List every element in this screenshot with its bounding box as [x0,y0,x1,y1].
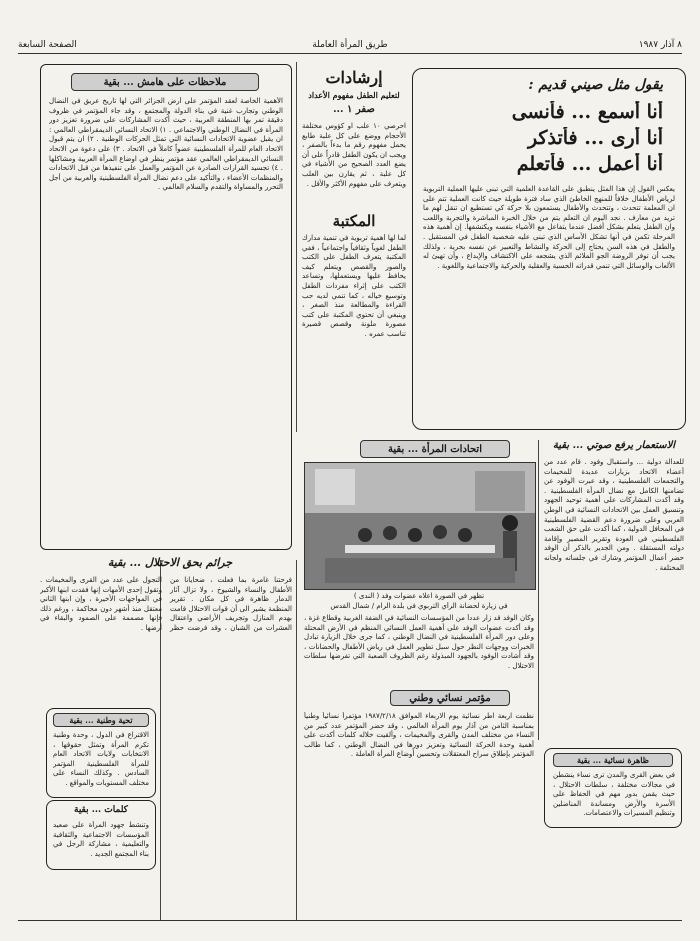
small-box-2-body: في بعض القرى والمدن ترى نساء ينشطن في مجالات مختلفة ، سلطات الاحتلال ، حيث يقمن بدور مهم في الحفاظ على الأسرة والأرض ومساندة المناضلين وتنظيم المسيرات والاعتصامات. [553,771,675,818]
small-box-1-headline: تحية وطنية ... بقية [53,713,149,727]
guidance-number-label: صفر ١ ... [333,104,375,115]
small-box-1-body: الاقتراع في الدول ، وحدة وطنية تكرم المرأة وتمثل حقوقها ، الانتخابات ولايات الاتحاد العام للمرأة الفلسطينية المؤتمر السادس . وكذلك النساء على مختلف المستويات والمواقع . [53,731,149,787]
women-conference-body: نظمت اربعة اطر نسائية يوم الاربعاء الموافق ١٩٨٧/٢/١٨ مؤتمراً نسائياً وطنياً بمناسبة الثامن من آذار يوم المرأة العالمي ، وقد حضر المؤتمر عدد كبير من النساء من مختلف المدن والقرى والمخيمات ، وألقيت خلاله كلمات أكدت على أهمية وحدة الحركة النسائية وتعزيز دورها في النضال الوطني ، كما طالب المؤتمر بإطلاق سراح المعتقلات وتحسين أوضاع المرأة العاملة . [304,712,534,759]
crimes-headline: جرائم بحق الاحتلال ... بقية [107,556,233,569]
header-rule [18,53,682,54]
small-box-2-headline: ظاهرة نسائية ... بقية [553,753,673,767]
small-box-2 [544,748,682,828]
women-unions-body: وكان الوفد قد زار عدداً من المؤسسات النسائية في الضفة الغربية وقطاع غزة ، وقد أكدت عضوات الوفد على أهمية العمل النسائي المنظم في الأرض المحتلة وعلى دور المرأة الفلسطينية في النضال الوطني ، كما جرى خلال الزيارة تبادل الخبرات ووجهات النظر حول سبل تطوير العمل في رياض الأطفال والحضانات ، وقد أشادت الوفود بالجهود المبذولة رغم الظروف الصعبة التي تفرضها سلطات الاحتلال . [304,614,534,670]
header-date: ٨ آذار ١٩٨٧ [638,40,682,50]
women-conference-headline: مؤتمر نسائي وطني [390,690,510,706]
proverb-article [412,68,686,430]
classroom-photo-illustration [305,463,535,589]
talk-headline: كلمات ... بقية [74,805,128,815]
header-page-label: الصفحة السابعة [18,40,77,50]
small-box-1 [46,708,156,798]
guidance-body: احرصي ١٠ علب او كؤوس مختلفة الأحجام ووضع على كل علبة طابع يحمل مفهوم رقم ما بدءاً بالصفر ، ويجب ان يكون الطفل قادراً على أن يضع العدد الصحيح من الأشياء في كل علبة ، ثم يقارن بين العلب ويتعرف على مفهوم الأكثر والأقل . [302,122,406,188]
library-body: لما لها أهمية تربوية في تنمية مدارك الطفل لغوياً وثقافياً واجتماعياً ، ففي المكتبة يتعرف الطفل على الكتب والصور والقصص ويتعلم كيف يحافظ عليها ويستعملها، وتساعد الكتب على إثراء مفردات الطفل وتوسيع خياله ، كما تنمي لديه حب القراءة والمطالعة منذ الصغر ، وينبغي أن تحتوي المكتبة على كتب مصورة ملونة وقصص قصيرة تناسب عمره . [302,234,406,338]
crimes-body: فرحتنا غامرة بما فعلت ، ضحايانا من الأطفال والنساء والشيوخ ، ولا تزال آثار الدمار ظاهرة في كل مكان . تقرير المنظمة يشير الى أن قوات الاحتلال قامت بهدم المنازل وتجريف الأراضي واعتقال العشرات من الشبان ، وقد فرضت حظر التجول على عدد من القرى والمخيمات . وتقول إحدى الأمهات إنها فقدت ابنها الأكبر في المواجهات الأخيرة ، وإن ابنها الثاني معتقل منذ أشهر دون محاكمة ، ورغم ذلك فإنها مصممة على الصمود والبقاء في أرضها . [40,576,292,632]
proverb-headline-3: أنا أرى ... فأتذكر [527,127,663,149]
guidance-subhead: لتعليم الطفل مفهوم الأعداد [308,90,400,100]
proverb-headline-2: أنا أسمع ... فأنسى [511,101,663,123]
photo-caption-1: تظهر في الصورة اعلاه عضوات وفد ( الندى ) [353,592,485,600]
footer-rule [18,920,682,921]
talk-body: وتنشط جهود المرأة على صعيد المؤسسات الاجتماعية والثقافية والتعليمية ، مشاركة الرجل في بناء المجتمع الجديد . [53,821,149,858]
column-divider [538,440,539,740]
guidance-headline: إرشادات [325,68,383,87]
proverb-headline-1: يقول مثل صيني قديم : [528,77,663,93]
women-unions-photo [304,462,536,590]
proverb-headline-4: أنا أعمل ... فأتعلم [516,153,663,175]
talk-box [46,800,156,870]
notes-body: الأهمية الخاصة لعقد المؤتمر على أرض الجزائر التي لها تاريخ عريق في النضال الوطني وتجارب غنية في بناء الدولة والمجتمع ، وقد جاء المؤتمر في ظروف دقيقة تمر بها المنطقة العربية ، حيث أكدت المشاركات على ضرورة تعزيز دور المرأة في النضال الوطني والاجتماعي . ١) الاتحاد النسائي الديمقراطي العالمي : ان يقبل عضوية الاتحادات النسائية التي تمثل الحركات الوطنية . ٢) ان يتم قبول الاتحاد العام للمرأة الفلسطينية عضواً كاملاً في الاتحاد . ٣) على دعوة من الاتحاد النسائي الديمقراطي العالمي عقد مؤتمر ينظر في اوضاع المرأة العربية ومشاكلها . ٤) تجسيد القرارات الصادرة عن المؤتمر والعمل على تنفيذها من قبل الاتحادات والمنظمات الأعضاء ، والتأكيد على دعم نضال المرأة الفلسطينية والعربية من أجل التحرر والمساواة والتقدم والسلام العالمي . [49,97,283,192]
campaign-body: للعدالة دولية ... واستقبال وفود . قام عدد من أعضاء الاتحاد بزيارات عديدة للمخيمات والتجمعات الفلسطينية ، وقد عبرت الوفود عن تضامنها الكامل مع نضال المرأة الفلسطينية . وقد أكدت المشاركات على أهمية توحيد الجهود وتنسيق العمل بين الاتحادات النسائية في الوطن العربي وعلى ضرورة دعم القضية الفلسطينية في المحافل الدولية ، كما أكدت على حق الشعب الفلسطيني في العودة وتقرير المصير وإقامة دولته المستقلة . ومن الجدير بالذكر أن الوفد حضر أعمال المؤتمر وشارك في جلساته ولجانه المختلفة . [544,458,684,572]
notes-headline: ملاحظات على هامش ... بقية [71,73,259,91]
campaign-headline: الاستعمار يرفع صوتي ... بقية [552,440,676,451]
column-divider [296,62,297,432]
header-title: طريق المرأة العاملة [312,40,388,50]
notes-article [40,64,292,550]
proverb-body: يعكس القول إن هذا المثل ينطبق على القاعدة العلمية التي تبنى عليها العملية التربوية لرياض الأطفال خلافاً للمنهج الخاطئ الذي ساد فترة طويلة حيث كانت العملية تتم على ان المعلمة تتحدث ، وتتحدث والأطفال يستمعون بلا حركة كي تستطيع ان تنقل لهم ما تريد من معارف . نجد اليوم ان التعلم يتم من خلال الخبرة المباشرة والتجربة واللعب وان الطفل يتعلم بشكل أفضل عندما يتفاعل مع الأشياء بنفسه ويكتشفها. إن أهمية هذه المرحلة تكمن في أنها تشكل الأساس الذي تبنى عليه شخصية الطفل في المستقبل . والطفل في هذه السن يحتاج إلى الحركة والنشاط والتعبير عن نفسه بحرية ، ولذلك يجب أن توفر الروضة الجو الملائم الذي يشجعه على الاكتشاف والإبداع ، وأن تهيئ له الألعاب والوسائل التي تنمي قدراته الحسية والعقلية والحركية والاجتماعية واللغوية . [423,185,675,270]
column-divider [296,560,297,920]
library-headline: المكتبة [332,212,376,230]
photo-caption-2: في زيارة لحضانة الرأي التربوي في بلدة الرام / شمال القدس [330,602,508,610]
women-unions-headline: اتحادات المرأة ... بقية [360,440,510,458]
